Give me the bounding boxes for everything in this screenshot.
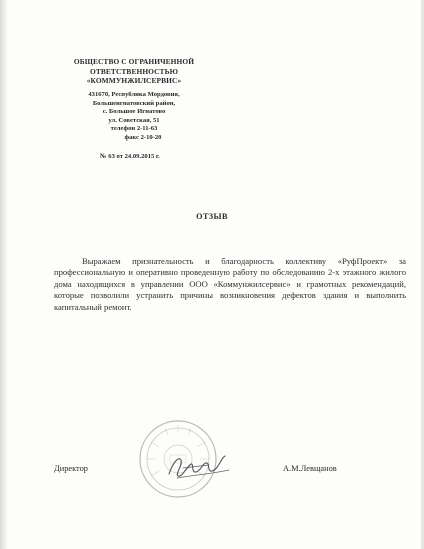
organization-line-1: ОБЩЕСТВО С ОГРАНИЧЕННОЙ [73,57,195,66]
organization-line-3: «КОММУНЖИЛСЕРВИС» [86,76,182,86]
address-line-3: с. Большое Игнатово [102,108,166,116]
address-fax: факс 2-10-20 [124,133,162,141]
document-title: ОТЗЫВ [196,212,228,221]
signer-position: Директор [54,464,88,473]
address-phone: телефон 2-11-63 [110,125,158,133]
page-left-shadow [0,0,8,549]
signer-name: А.М.Левщанов [283,464,337,473]
handwritten-signature-icon [163,448,233,482]
document-body: Выражаем признательность и благодарность коллективу «РуфПроект» за профессиональную и оперативно проведенную работу по обследованию 2-х этажного жилого дома находящихся в управлении ООО «Коммунжилсервис» и грамотных рекомендаций, которые позволили устранить причины возникновения дефектов здания и выполнить капитальный ремонт. [54,256,406,312]
document-reference: № 63 от 24.09.2015 г. [100,153,160,160]
address-line-2: Большеигнатовский район, [92,99,176,107]
organization-address [70,91,198,143]
organization-header [70,57,198,86]
organization-line-2: ОТВЕТСТВЕННОСТЬЮ [89,66,178,76]
address-line-1: 431670, Республика Мордовия, [88,91,180,98]
address-line-4: ул. Советская, 51 [108,116,160,124]
